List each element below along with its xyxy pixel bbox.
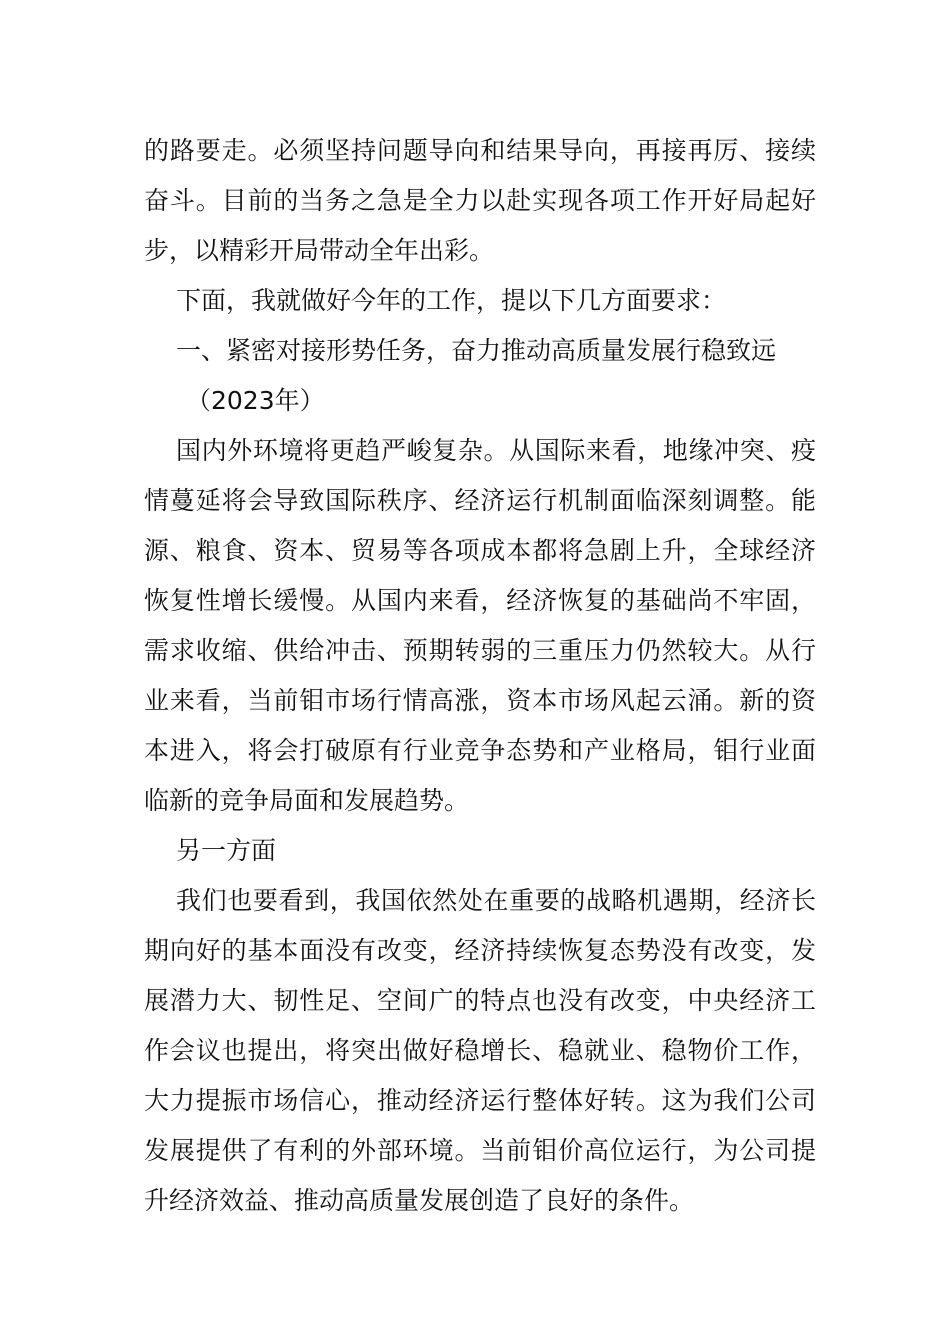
- paragraph-environment: 国内外环境将更趋严峻复杂。从国际来看，地缘冲突、疫情蔓延将会导致国际秩序、经济运行机制面临深刻调整。能源、粮食、资本、贸易等各项成本都将急剧上升，全球经济恢复性增长缓慢。从国内来看，经济恢复的基础尚不牢固，需求收缩、供给冲击、预期转弱的三重压力仍然较大。从行业来看，当前钼市场行情高涨，资本市场风起云涌。新的资本进入，将会打破原有行业竞争态势和产业格局，钼行业面临新的竞争局面和发展趋势。: [144, 436, 816, 815]
- section-heading: 一、紧密对接形势任务，奋力推动高质量发展行稳致远: [176, 336, 777, 365]
- section-heading-year: （2023年）: [186, 386, 325, 415]
- document-body: [144, 126, 816, 1226]
- paragraph-opportunity: 我们也要看到，我国依然处在重要的战略机遇期，经济长期向好的基本面没有改变，经济持续恢复态势没有改变，发展潜力大、韧性足、空间广的特点也没有改变，中央经济工作会议也提出，将突出做好稳增长、稳就业、稳物价工作，大力提振市场信心，推动经济运行整体好转。这为我们公司发展提供了有利的外部环境。当前钼价高位运行，为公司提升经济效益、推动高质量发展创造了良好的条件。: [144, 886, 816, 1215]
- paragraph-continuation: 的路要走。必须坚持问题导向和结果导向，再接再厉、接续奋斗。目前的当务之急是全力以赴实现各项工作开好局起好步，以精彩开局带动全年出彩。: [144, 136, 816, 265]
- paragraph-intro: 下面，我就做好今年的工作，提以下几方面要求：: [176, 286, 727, 315]
- paragraph-subheading: 另一方面: [176, 836, 277, 865]
